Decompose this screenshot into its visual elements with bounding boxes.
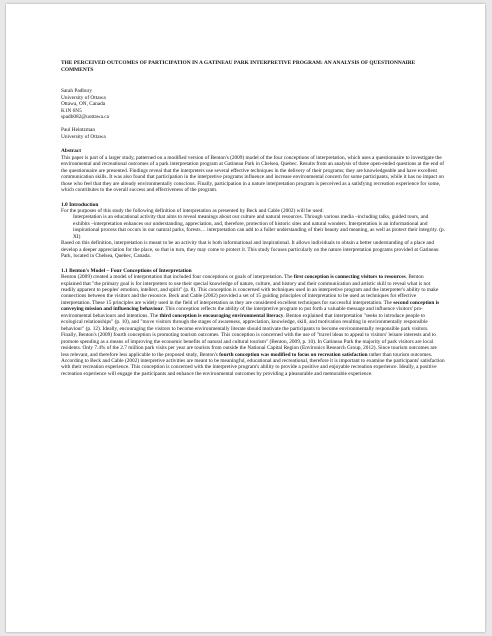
intro-paragraph-1: For the purposes of this study the following definition of interpretation as presented by Beck and Cable (2002) will be used: bbox=[61, 207, 324, 214]
definition-quote: Interpretation is an educational activity that aims to reveal meanings about our culture and natural resources. Through various media –including talks, guided tours, and exhibits –interpretation enhances our understanding, appreciation, and, therefore, protection of historic sites and natural wonders. Interpretation is an informational and inspirational process that occurs in our natural parks, forests… interpretation can add to a fuller understanding of their beauty and meaning, as well as protect their integrity. (p. XI) bbox=[73, 214, 445, 240]
text-run: . Benton explained that interpretation "seeks to introduce people to ecological relationships" (p. 10), and "move visitors through the stages of awareness, appreciation, knowledge, skill, and motivation resulting in environmentally responsible behaviour" (p. 12). Ideally, encouraging the visitors to become environmentally literate should motivate the participants to become environmentally responsible park visitors. Finally, Benton's (2009) fourth conception is promoting tourism outcomes. This conception is concerned with the use of "travel ideas to appeal to visitors' leisure interests and to promote spending as a means of improving the economic benefits of natural and cultural tourism" (Benton, 2009, p. 10). In Gatineau Park the majority of park visitors are local residents. Only 7.4% of the 2.7 million park visits per year are tourists from outside the National Capital Region (Environics Research Group, 2012). Since tourism outcomes are less relevant, and therefore less applicable to the proposed study, Benton's bbox=[61, 312, 437, 358]
intro-paragraph-2: Based on this definition, interpretation is meant to be an activity that is both informational and inspirational. It allows individuals to obtain a better understanding of a place and develop a deeper appreciation for the place, so that in turn, they may come to protect it. This study focuses particularly on the nature interpretation programs provided at Gatineau Park, located in Chelsea, Quebec, Canada. bbox=[61, 240, 439, 260]
text-run: . This conception reflects the ability of the interpretive program to put forth a valuable message and influence visitors' pro-environmental behaviours and intentions. The bbox=[61, 306, 423, 319]
text-run: . Benton explained that "the primary goal is for interpreters to use their special knowledge of nature, culture, and history and their communication and artistic skill to reveal what is not readily apparent to peoples' emotion, intellect, and spirit" (p. 8). This conception is concerned with techniques used in an interpretive program and the interpreter's ability to make connections between the visitors and the resource. Beck and Cable (2002) provided a set of 15 guiding principles of interpretation to be used as techniques for effective interpretation. These 15 principles are widely used in the field of interpretation as they are considered excellent techniques for successful interpretation. The bbox=[61, 274, 439, 306]
author-name: Sarah Padbury bbox=[61, 88, 93, 95]
author-block-2 bbox=[61, 127, 445, 140]
first-conception: first conception is connecting visitors to resources bbox=[293, 274, 406, 281]
author-email: spadb082@uottawa.ca bbox=[61, 114, 109, 120]
author-block-1 bbox=[61, 88, 445, 120]
abstract-text: This paper is part of a larger study, patterned on a modified version of Benton's (2009) model of the four conceptions of interpretation, which uses a questionnaire to investigate the environmental and recreational outcomes of a park interpretation program at Gatineau Park in Chelsea, Quebec. Results from an analysis of three open-ended questions at the end of the questionnaire are presented. Findings reveal that the interpreters use several effective techniques in the delivery of their programs; they are knowledgeable and have excellent communication skills. It was also found that participation in the interpretive programs influence and increase environmental concern for some participants, while it has no impact on those who feel that they are already environmentally conscious. Finally, participation in a nature interpretation program is perceived as a satisfying recreation experience for some, which contributes to the overall success and effectiveness of the program. bbox=[61, 154, 445, 194]
text-run: Benton (2009) created a model of interpretation that included four conceptions or goals of interpretation. The bbox=[61, 274, 294, 281]
section-1-1-heading: 1.1 Benton's Model – Four Conceptions of Interpretation bbox=[61, 267, 192, 274]
abstract-heading: Abstract bbox=[61, 148, 82, 155]
section-1-1-paragraph bbox=[61, 274, 445, 377]
author-city: Ottawa, ON, Canada bbox=[61, 101, 106, 108]
paper-title: THE PERCEIVED OUTCOMES OF PARTICIPATION IN A GATINEAU PARK INTERPRETIVE PROGRAM: AN ANALYSIS OF QUESTIONNAIRE COMMENTS bbox=[61, 60, 416, 73]
text-run: rather than tourism outcomes. According to Beck and Cable (2002) interpretive activities are meant to be meaningful, educational and recreational, therefore it is important to examine the participants' satisfaction with their recreation experience. This conception is concerned with the interpretive program's ability to provide a positive and enjoyable recreation experience. Ideally, a positive recreation experience will engage the participants and enhance the environmental outcomes by providing a pleasurable and memorable experience. bbox=[61, 351, 445, 377]
third-conception: third conception is encouraging environmental literacy bbox=[159, 312, 284, 319]
author-postal-code: K1N 6N5 bbox=[61, 107, 82, 114]
author-affiliation: University of Ottawa bbox=[61, 94, 106, 101]
author-name: Paul Heintzman bbox=[61, 127, 95, 134]
document-page bbox=[6, 4, 485, 632]
page-content bbox=[61, 60, 445, 377]
intro-heading: 1.0 Introduction bbox=[61, 201, 99, 208]
second-conception: second conception is conveying mission and influencing behaviour bbox=[61, 299, 440, 313]
author-affiliation: University of Ottawa bbox=[61, 133, 106, 140]
fourth-conception: fourth conception was modified to focus on recreation satisfaction bbox=[219, 351, 368, 358]
